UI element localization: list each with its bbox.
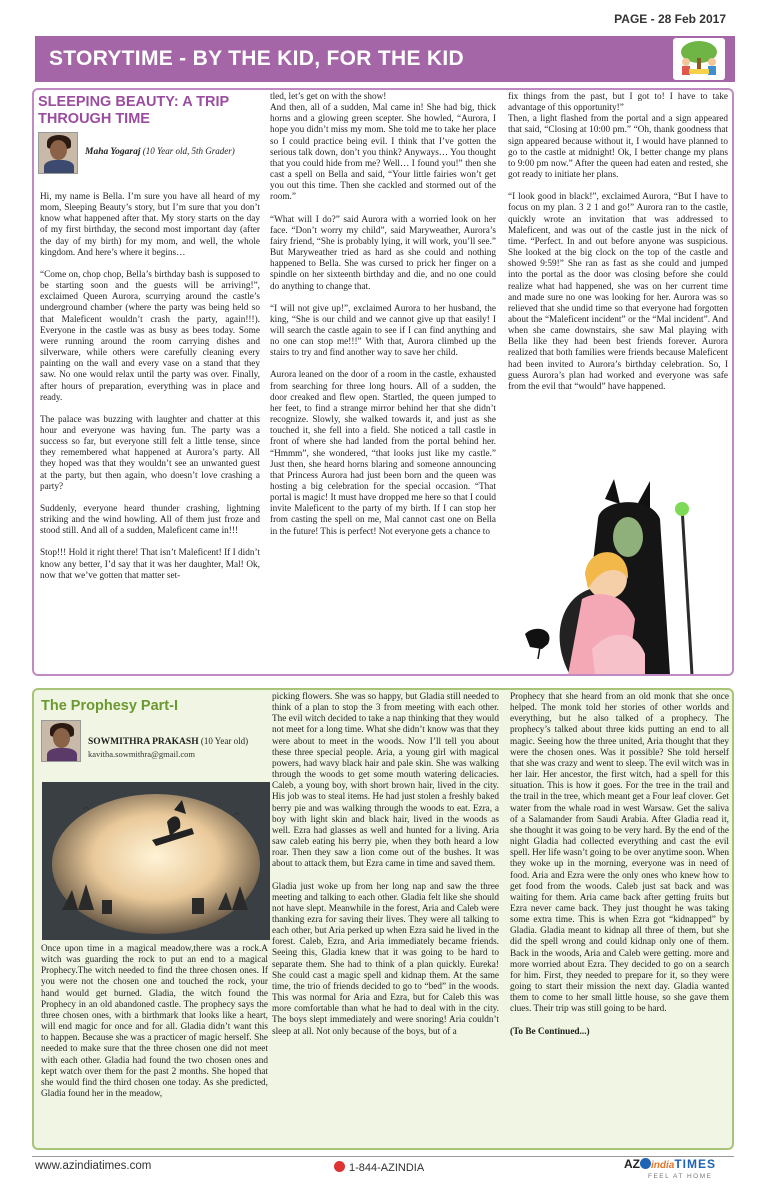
logo-times: TIMES xyxy=(674,1157,717,1171)
story-column-3 xyxy=(510,692,729,1049)
author-name: SOWMITHRA PRAKASH xyxy=(88,737,199,747)
story-title: SLEEPING BEAUTY: A TRIP THROUGH TIME xyxy=(38,94,229,127)
author-photo xyxy=(41,720,81,762)
globe-icon xyxy=(640,1158,651,1169)
witch-pumpkin-photo xyxy=(42,782,270,940)
author-name: Maha Yogaraj xyxy=(85,147,141,157)
author-photo xyxy=(38,132,78,174)
paragraph: Then, a light flashed from the portal and a sign appeared that said, “Closing at 10:00 pm.” “Oh, thank goodness that sign appeared because without it, I would have planned to go to the castle at midnight! Ok, I better change my plans to 9:00 pm now.” After the queen had eaten and rested, she got ready to initiate her plans. xyxy=(508,114,728,181)
author-credit xyxy=(85,146,235,157)
author-byline xyxy=(38,132,262,178)
paragraph: Aurora leaned on the door of a room in the castle, exhausted from searching for three long hours. All of a sudden, the door creaked and flew open. Startled, the queen jumped to her feet, to find a strange mirror behind her that she didn’t recognize. Slowly, she walked towards it, and just as she touched it, she fell into a field. She noticed a tall castle in front of where she had landed from the portal behind her. “Hmmm”, she wondered, “that looks just like my castle.” Just then, she heard horns blaring and someone announcing that Princess Aurora had just been born and the queen was hosting a big celebration for the special occasion. “That portal is magic! It must have dropped me here so that I could invite Maleficent to the party of my birth. If I can stop her from casting the spell on me, Mal cannot cast one on Bella in the future! This is perfect! Not everyone gets a chance to xyxy=(270,370,496,537)
paragraph: picking flowers. She was so happy, but Gladia still needed to think of a plan to stop the 3 from meeting with each other. The evil witch decided to take a nap thinking that they would not meet for a long time. What she didn’t know was that they were about to meet in the woods. Now I’ll tell you about these three special people. Aria, a young girl with magical powers, had wavy black hair and pale skin. She was walking through the woods to get some mouth watering delicacies. Caleb, a young boy, with short brown hair, lived in the city. His job was to steal items. He had just stolen a freshly baked berry pie and was walking through the woods to eat. Ezra, a boy with light skin and black hair, lived in the woods as well. Ezra had glasses as well and hunted for a living. Aria saw caleb eating his berry pie, when they both heard a low roar. Then they saw a lion come out of the bushes. It was about to attack them, but Ezra came in time and saved them. xyxy=(272,692,499,870)
banner-title: STORYTIME - BY THE KID, FOR THE KID xyxy=(49,47,464,70)
paragraph: Stop!!! Hold it right there! That isn’t Maleficent! If I didn’t know any better, I’d say that it was her daughter, Mal! Ok, now that we’ve gotten that matter set- xyxy=(40,548,260,581)
paragraph: And then, all of a sudden, Mal came in! She had big, thick horns and a glowing green scepter. She howled, “Aurora, I hope you didn’t miss my mom. She told me to take her place so I could practice being evil. I think that I’ve gotten the serious talk down, don’t you think? Anyways… You thought that you could hide from me? Well… I found you!” then she cast a spell on Bella and said, “Your little fairies won’t get you out this time. Then she cackled and stormed out of the room.” xyxy=(270,103,496,203)
paragraph: “Come on, chop chop, Bella’s birthday bash is supposed to be starting soon and the guests will be arriving!”, exclaimed Queen Aurora, scurrying around the castle’s underground chamber (where the party was being held so that Maleficent wouldn’t crash the party, again!!!). Everyone in the castle was as busy as bees today. Some were running around the room carrying dishes and silverware, while others were carefully cleaning every painting on the wall and every vase on a stand that they saw. No one would relax until the party was over. Finally, after hours of preparation, everything was in place and ready. xyxy=(40,269,260,403)
paragraph: Suddenly, everyone heard thunder crashing, lightning striking and the wind howling. All of them just froze and stood still. And all of a sudden, Maleficent came in!!! xyxy=(40,503,260,537)
logo-india: india xyxy=(651,1160,675,1171)
paragraph: “I look good in black!”, exclaimed Aurora, “But I have to focus on my plan. 3 2 1 and go!” Aurora ran to the castle, quickly wrote an invitation that was addressed to Maleficent, and was out of the castle just in the nick of time. “Perfect. In and out before anyone was suspicious. She looked at the big clock on the top of the castle and showed 9:59!” She ran as fast as she could and jumped into the portal as the door was closing before she could realize what had happened, she was on her current time and made sure no one was looking for her. Aurora was so relieved that she undid time so that everyone had forgotten about the “Maleficent incident” or the “Mal incident”. And when she came downstairs, she saw Mal playing with Bella like they had been best friends forever. Aurora realized that both families were friends because Maleficent had been invited to Aurora’s birthday celebration. So, I guess Aurora’s plan had worked and everyone was safe from the evil that “would” have happened. xyxy=(508,192,728,392)
phone-number xyxy=(334,1161,424,1174)
publication-logo xyxy=(624,1157,716,1171)
paragraph: Prophecy that she heard from an old monk that she once helped. The monk told her stories of other worlds and everything, but he also talked of a prophecy. The prophecy’s talked about three kids putting an end to all magic. Seeing how the three united, Aria thought that they were the chosen ones. Was it possible? She told herself that she was crazy and went to sleep. The evil witch was in her lair. Her ancestor, the first witch, had a spell for this situation. This is how it goes. For the tree in the trail and the trail in the tree, which meant get a Four leaf clover. Get water from the whale road in west Warsaw. Get the saliva of a Salamander from Saudi Arabia. After Gladia read it, she thought it was going to be very hard. By the end of the night Gladia had collected everything and cast the evil spell. Her life wasn’t going to be over anytime soon. When they woke up in the morning, everyone was in need of food. Aria and Ezra were the only ones who knew how to get food from the woods. Caleb just sat back and was waiting for them. Aria came back after getting fruits but Ezra never came back. They just thought he was taking some extra time. This is when Ezra got “kidnapped” by Gladia. Gladia meant to kidnap all three of them, but she did the spell wrong and could kidnap only one of them. Back in the woods, Aria and Caleb were getting. more and more worried about Ezra. They decided to go on a search for him. First, they needed to prepare for it, so they were going to start their mission the next day. Gladia wanted them to come to her small little house, so she gave them clues. Their trip was still going to be hard. xyxy=(510,692,729,1015)
paragraph: Gladia just woke up from her long nap and saw the three meeting and talking to each other. Gladia felt like she should not have slept. Meanwhile in the forest, Aria and Caleb were thanking ezra for saving their lives. They were all talking to each other, but Aria perked up when Ezra said he lived in the forest. Caleb, Ezra, and Aria immediately became friends. Seeing this, Gladia knew that it was going to be hard to separate them. She had to think of a plan quickly. Eureka! She could cast a magic spell and kidnap them. At the same time, the trio of friends decided to go to “bed” in the woods. This was normal for Aria and Ezra, but for Caleb this was more comfortable than what he had to deal with in the city. The boys slept immediately and were snoring! Aria couldn’t sleep at all. Not only because of the boys, but of a xyxy=(272,881,499,1037)
story-the-prophesy xyxy=(32,688,734,1150)
paragraph: Hi, my name is Bella. I’m sure you have all heard of my mom, Sleeping Beauty’s story, but I’m sure that you don’t know what happened after that. My story starts on the day of my first birthday, the second most important day (after the day of my birth) for my mom, and well, the whole kingdom. And here’s where it begins… xyxy=(40,192,260,258)
paragraph: Once upon time in a magical meadow,there was a rock.A witch was guarding the rock to put an end to a magical Prophecy.The witch needed to find the three chosen ones. If you were not the chosen one and touched the rock, your hand would get burned. Gladia, the witch found the Prophecy in an old abandoned castle. The prophecy says the three chosen ones, with a birthmark that looks like a heart, will end magic for once and for all. Gladia didn’t want this to happen. Because she was a practicer of magic herself. She needed to make sure that the three chosen one did not meet with each other. Gladia had found the two chosen ones and kept watch over them for the past 2 months. She hoped that she would find the third chosen one today. As she predicted, Gladia found her in the meadow, xyxy=(41,944,268,1100)
story-column-2 xyxy=(272,692,499,1049)
story-column-3 xyxy=(508,92,728,404)
paragraph: “I will not give up!”, exclaimed Aurora to her husband, the king, “She is our child and we cannot give up that easily! I will search the castle again to see if I can find anything and no one can stop me!!!” With that, Aurora climbed up the stairs to try and find another way to save her child. xyxy=(270,303,496,359)
paragraph: “What will I do?” said Aurora with a worried look on her face. “Don’t worry my child”, said Maryweather, Aurora’s fairy friend, “She is probably lying, it will work, you’ll see.” But Maryweather tried as hard as she could and nothing happened to Bella. She was cursed to prick her finger on a spindle on her sixteenth birthday and die, and no one could do anything to change that. xyxy=(270,214,496,292)
author-detail: (10 Year old, 5th Grader) xyxy=(142,146,235,156)
paragraph: The palace was buzzing with laughter and chatter at this hour and everyone was having fun. The party was a success so far, but everyone still felt a little tense, since they remembered what happened at Aurora’s party. All they hoped was that they wouldn’t see an unwanted guest at the party, but then again, who doesn’t love crashing a party? xyxy=(40,414,260,492)
logo-az: AZ xyxy=(624,1157,640,1171)
website-link[interactable]: www.azindiatimes.com xyxy=(35,1160,152,1172)
story-column-1 xyxy=(40,192,260,593)
phone-icon xyxy=(334,1161,345,1172)
paragraph: fix things from the past, but I got to! I have to take advantage of this opportunity!” xyxy=(508,92,728,114)
logo-tagline: FEEL AT HOME xyxy=(648,1173,713,1180)
story-column-1 xyxy=(41,944,268,1111)
maleficent-aurora-illustration xyxy=(510,479,730,675)
story-sleeping-beauty xyxy=(32,88,734,676)
section-banner xyxy=(35,36,735,82)
story-column-2 xyxy=(270,92,496,549)
kids-reading-tree-icon xyxy=(673,38,725,80)
author-detail: (10 Year old) xyxy=(200,736,249,746)
author-byline xyxy=(41,720,269,764)
author-credit xyxy=(88,736,248,747)
phone-text: 1-844-AZINDIA xyxy=(349,1162,425,1174)
story-title: The Prophesy Part-I xyxy=(41,698,178,714)
page-number: PAGE - 28 Feb 2017 xyxy=(614,12,726,26)
paragraph: tled, let’s get on with the show! xyxy=(270,92,387,102)
author-email: kavitha.sowmithra@gmail.com xyxy=(88,749,195,759)
to-be-continued: (To Be Continued...) xyxy=(510,1026,590,1037)
